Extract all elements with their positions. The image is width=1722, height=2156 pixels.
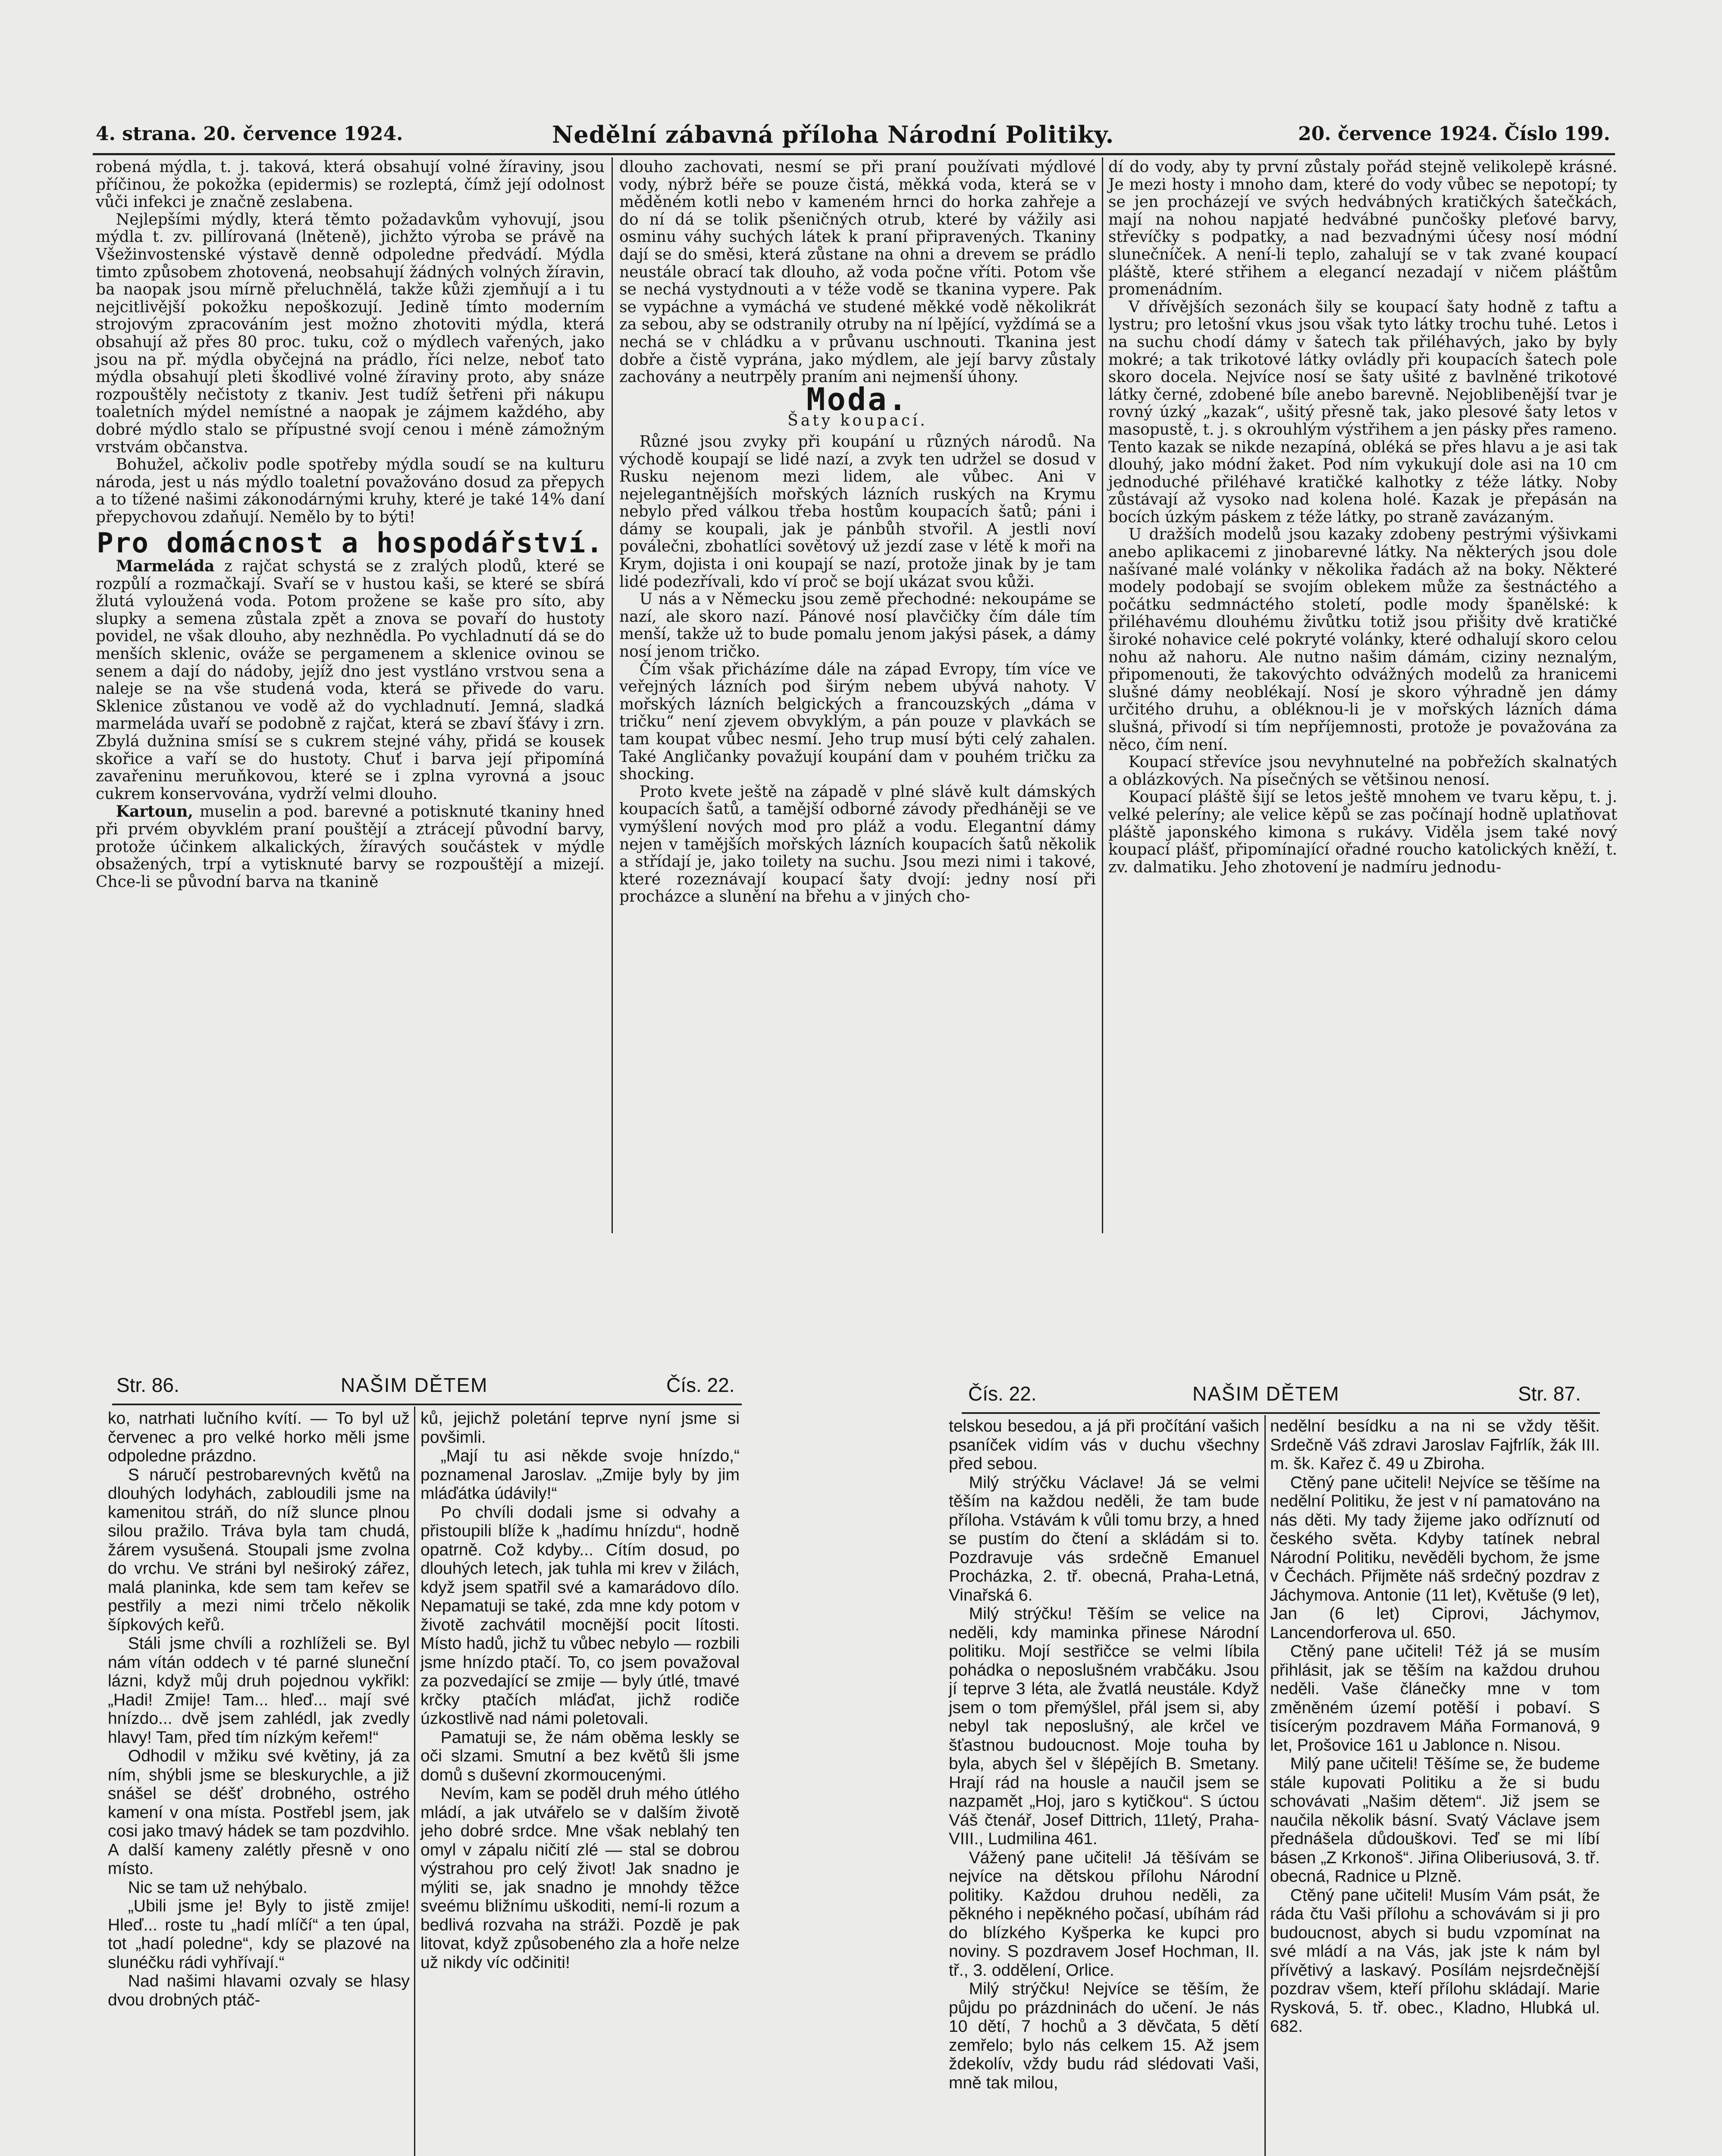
column-divider xyxy=(1264,1415,1266,2156)
column-divider xyxy=(1102,157,1103,1233)
letter: nedělní besídku a na ni se vždy těšit. Srdečně Váš zdravi Jaroslav Fajfrlík, žák III. m. šk. Kařez č. 49 u Zbirohа. xyxy=(1270,1417,1600,1473)
paragraph: Koupací střevíce jsou nevyhnutelné na pobřežích skalnatých a oblázkových. Na písečných se většinou nenosí. xyxy=(1108,753,1617,789)
page-number: Str. 86. xyxy=(116,1374,179,1396)
supplement-title: NAŠIM DĚTEM xyxy=(341,1374,488,1396)
paragraph: muselin a pod. barevné a potisknuté tkaniny hned při prvém obyvklém praní pouštějí a ztrácejí původní barvy, protože účinkem alkalických, žíravých součástek v mýdle obsažených, trpí a vytisknuté barvy se rozpouštějí a mizejí. Chce-li se původní barva na tkanině xyxy=(96,803,605,891)
paragraph: ko, natrhati lučního kvítí. — To byl už červenec a pro velké horko měli jsme odpoledne prázdno. xyxy=(108,1409,410,1465)
article-column-2 xyxy=(619,159,1096,906)
letter: Milý pane učiteli! Těšíme se, že budeme stále kupovati Politiku a že si budu schovávati „Našim dětem“. Již jsem se naučila několik básní. Svatý Václave jsem přednášela důdouškovi. Teď se mi líbí básen „Z Krkonoš“. Jiřina Oliberiusová, 3. tř. obecná, Radnice u Plzně. xyxy=(1270,1755,1600,1886)
paragraph: „Ubili jsme je! Byly to jistě zmije! Hleď... roste tu „hadí mlíčí“ a ten úpal, tot „hadí poledne“, kdy se plazové na slunéčku rádi vyhřívají.“ xyxy=(108,1897,410,1972)
header-rule xyxy=(112,1404,742,1405)
paragraph: dí do vody, aby ty první zůstaly pořád stejně velikolepě krásné. Je mezi hosty i mnoho dam, které do vody vůbec se nepotopí; ty se jen procházejí ve svých hedvábných kratičkých šatečkách, mají na nohou napjaté hedvábné punčošky pleťové barvy, střevíčky s podpatky, a nad bezvadnými účesy nosí módní slunečníček. A není-li teplo, zahalují se v tak zvané koupací pláště, které střihem a elegancí nezadají v ničem pláštům promenádním. xyxy=(1108,158,1617,299)
paragraph: „Mají tu asi někde svoje hnízdo,“ poznamenal Jaroslav. „Zmije byly by jim mláďátka údávily!“ xyxy=(420,1447,740,1503)
paragraph: S náručí pestrobarevných květů na dlouhých lodyhách, zabloudili jsme na kamenitou stráň, do níž slunce plnou silou pražilo. Tráva byla tam chudá, žárem vysušená. Stoupali jsme zvolna do vrchu. Ve stráni byl neširoký zářez, malá planinka, kde sem tam keřev se pestřily a mezi nimi trčelo několik šípkových keřů. xyxy=(108,1465,410,1634)
page-header-right: 20. července 1924. Číslo 199. xyxy=(1298,123,1610,145)
paragraph: Nad našimi hlavami ozvaly se hlasy dvou drobných ptáč- xyxy=(108,1972,410,2009)
paragraph: Nejlepšími mýdly, která těmto požadavkům vyhovují, jsou mýdla t. zv. pillírovaná (lněteně), jichžto výroba se právě na Všežinvostenské výstavě denně odpoledne předvádí. Mýdla timto způsobem zhotovená, neobsahují žádných volných žíravin, ba naopak jsou mírně přeluchnělá, takže kůži zjemňují a i tu nejcitlivější pokožku nepoškozují. Jedině tímto moderním strojovým zpracováním jest možno zhotoviti mýdla, která obsahují až přes 80 proc. tuku, což o mýdlech vařených, jako jsou na př. mýdla obyčejná na prádlo, říci nelze, neboť tato mýdla obsahují pleti škodlivé volné žíraviny proto, aby snáze rozpouštěly nečistoty z tkaniv. Jest tudíž šetřeni při nákupu toaletních mýdel nemístné a naopak je zájmem každého, aby dobré mýdlo stalo se přípustné svojí cenou i méně zámožným vrstvám občanstva. xyxy=(96,210,605,456)
letters-column-2 xyxy=(1270,1417,1600,2036)
paragraph: robená mýdla, t. j. taková, která obsahují volné žíraviny, jsou příčinou, že pokožka (epidermis) se rozleptá, čímž její odolnost vůči infekci je značně zeslabena. xyxy=(96,158,605,211)
paragraph: Stáli jsme chvíli a rozhlíželi se. Byl nám vítán oddech v té parné sluneční lázni, když můj druh pojednou vykřikl: „Hadi! Zmije! Tam... hleď... mají své hnízdo... dvě jsem zahlédl, jak zvedly hlavy! Tam, před tím nízkým keřem!“ xyxy=(108,1634,410,1747)
letter: Vážený pane učiteli! Já těšívám se nejvíce na dětskou přílohu Národní politiky. Každou druhou neděli, za pěkného i nepěkného počasí, ubíhám rád do blízkého Kyšperka ke kupci pro noviny. S pozdravem Josef Hochman, II. tř., 3. oddělení, Orlice. xyxy=(949,1848,1259,1980)
paragraph: z rajčat schystá se z zralých plodů, které se rozpůlí a rozmačkají. Svaří se v hustou kaši, se které se sbírá žlutá vyloužená voda. Potom prožene se kaše pro síto, aby slupky a semena zůstala zpět a znova se povaří do hustoty povidel, ne však dlouho, aby nezhnědla. Po vychladnutí dá se do menších sklenic, ováže se pergamenem a sklenice ovinou se senem a dají do nádoby, jejíž dno jest vystláno vrstvou sena a naleje se na vše studená voda, která se přivede do varu. Sklenice zůstanou ve vodě až do vychladnutí. Jemná, sladká marmeláda uvaří se podobně z rajčat, která se zbaví šťávy i zrn. Zbylá dužnina smísí se s cukrem stejné váhy, přidá se kousek skořice a vaří se do hustoty. Chuť i barva její připomíná zavařeninu meruňkovou, které se i zplna vyrovná a jsouc cukrem konservována, vydrží velmi dlouho. xyxy=(96,558,605,803)
letter: Milý strýčku! Nejvíce se těším, že půjdu po prázdninách do učení. Je nás 10 dětí, 7 hochů a 3 děvčata, 5 dětí zemřelo; bylo nás celkem 15. Až jsem ždekolív, vždy budu rád slédovati Vaši, mně tak milou, xyxy=(949,1980,1259,2092)
paragraph: ků, jejichž poletání teprve nyní jsme si povšimli. xyxy=(420,1409,740,1447)
column-divider xyxy=(414,1407,415,2156)
paragraph: Čím však přicházíme dále na západ Evropy, tím více ve veřejných lázních pod širým nebem ubývá nahoty. V mořských lázních belgických a francouzských „dáma v tričku“ není zjevem obvyklým, a pán pouze v plavkách se tam koupat vůbec nesmí. Jeho trup musí býti celý zahalen. Také Angličanky považují koupání dam v pouhém tričku za shocking. xyxy=(619,660,1096,783)
letter: Ctěný pane učiteli! Musím Vám psát, že ráda čtu Vaši přílohu a schovávám si ji pro budoucnost, abych si budu vzpomínat na své mládí a na Vás, jak jste k nám byl přívětivý a laskavý. Posílám nejsrdečnější pozdrav všem, kteří přílohu skládají. Marie Rysková, 5. tř. obec., Kladno, Hlubká ul. 682. xyxy=(1270,1886,1600,2036)
article-column-3 xyxy=(1108,159,1617,876)
letter: Ctěný pane učiteli! Nejvíce se těšíme na nedělní Politiku, že jest v ní pamatováno na nás děti. My tady žijeme jako odříznutí od českého světa. Kdyby tatínek nebral Národní Politiku, nevěděli bychom, že jsme v Čechách. Přijměte náš srdečný pozdrav z Jáchymova. Antonie (11 let), Květuše (9 let), Jan (6 let) Ciprovi, Jáchymov, Lancendorferova ul. 650. xyxy=(1270,1473,1600,1642)
issue-number: Čís. 22. xyxy=(968,1382,1037,1405)
section-heading: Moda. xyxy=(806,381,909,417)
story-column-2 xyxy=(420,1409,740,1972)
paragraph: telskou besedou, a já při pročítání vašich psaníček vidím vás v duchu všechny před sebou. xyxy=(949,1417,1259,1473)
page-number: Str. 87. xyxy=(1518,1382,1581,1405)
paragraph: Koupací pláště šijí se letos ještě mnohem ve tvaru kěpu, t. j. velké peleríny; ale velice kěpů se zas počínají hodně uplatňovat pláště japonského kimona s rukávy. Viděla jsem také nový koupací plášť, připomínající ořadné roucho katolických kněží, t. zv. dalmatiku. Jeho zhotovení je nadmíru jednodu- xyxy=(1108,788,1617,876)
page-header-title: Nedělní zábavná příloha Národní Politiky. xyxy=(552,121,1114,148)
paragraph: dlouho zachovati, nesmí se při praní používati mýdlové vody, nýbrž béře se pouze čistá, měkká voda, která se v měděném kotli nebo v kameném hrnci do horka zahřeje a do ní dá se tolik pšeničných otrub, které by vážily asi osminu váhy suchých látek k praní připravených. Tkaniny dají se do směsi, která zůstane na ohni a drevem se prádlo neustále obrací tak dlouho, až voda počne vříti. Potom vše se nechá vystydnouti a v téže vodě se tkanina vypere. Pak se vypáchne a vymáchá ve studené měkké vodě několikrát za sebou, aby se odstranily otruby na ní lpějící, vyždímá se a nechá se v chládku a v průvanu uschnouti. Tkanina jest dobře a čistě vyprána, jako mýdlem, ale její barvy zůstaly zachovány a neutrpěly praním ani nejmenší úhony. xyxy=(619,158,1096,386)
paragraph: Proto kvete ještě na západě v plné slávě kult dámských koupacích šatů, a tamější odborné závody předháněji se ve vymýšlení nových mod pro pláž a vodu. Elegantní dámy nejen v tamějších mořských lázních koupacích šatů několik a střídají je, jako toilety na suchu. Jsou mezi nimi i takové, které rozeznávají koupací šaty dvojí: jedny nosí při procházce a slunění na břehu a v jiných cho- xyxy=(619,783,1096,906)
paragraph: Odhodil v mžiku své květiny, já za ním, shýbli jsme se bleskurychle, a již snášel se déšť drobného, ostrého kamení v ona místa. Postřebl jsem, jak cosi jako tmavý hádek se tam pozdvihlo. A další kameny zalétly přesně v ono místo. xyxy=(108,1747,410,1878)
section-heading: Pro domácnost a hospodářství. xyxy=(97,527,604,560)
paragraph: Po chvíli dodali jsme si odvahy a přistoupili blíže k „hadímu hnízdu“, hodně opatrně. Což kdyby... Cítím dosud, po dlouhých letech, jak tuhla mi krev v žilách, když jsem spatřil své a kamarádovo dílo. Nepamatuji se také, zda mne kdy potom v životě zachvátil mocnější pocit lítosti. Místo hadů, jichž tu vůbec nebylo — rozbili jsme hnízdo ptačí. To, co jsem považoval za pozvedající se zmije — byly útlé, tmavé krčky ptačích mláďat, jichž rodiče úzkostlivě nad námi poletovali. xyxy=(420,1503,740,1728)
header-rule xyxy=(962,1412,1600,1414)
letters-column-1 xyxy=(949,1417,1259,2092)
header-rule xyxy=(93,153,1615,155)
page-header-left: 4. strana. 20. července 1924. xyxy=(96,123,403,145)
paragraph: V dřívějších sezonách šily se koupací šaty hodně z taftu a lystru; pro letošní vkus jsou však tyto látky trochu tuhé. Letos i na suchu chodí dámy v šatech tak přiléhavých, jako by byly mokré; a tak trikotové látky ovládly při koupacích šatech pole skoro docela. Nejvíce nosí se šaty ušité z bavlněné trikotové látky černé, zdobené bíle anebo barevně. Nejoblibenější tvar je rovný úzký „kazak“, ušitý přesně tak, jako plesové šaty letos v masopustě, t. j. s okrouhlým výstřihem a jen pásky přes rameno. Tento kazak se nikde nezapíná, obléká se přes hlavu a je asi tak dlouhý, jako módní žaket. Pod ním vykukují dole asi na 10 cm jednoduché přiléhavé kratičké kalhotky z téže látky. Noby zůstávají až vysoko nad kolena holé. Kazak je přepásán na bocích úzkým páskem z téže látky, po straně zavázaným. xyxy=(1108,298,1617,526)
letter: Milý strýčku! Těším se velice na neděli, kdy maminka přinese Národní politiku. Mojí sestřičce se velmi líbila pohádka o neposlušném vrabčáku. Jsou jí teprve 3 léta, ale žvatlá neustále. Když jsem o tom přemýšlel, přál jsem si, aby nebyl tak neposlušný, ale krčel ve šťastnou budoucnost. Moje touha by byla, abych šel v šlépějích B. Smetany. Hrají rád na housle a naučil jsem se nazpamět „Hoj, jaro s kytičkou“. S úctou Váš čtenář, Josef Dittrich, 11letý, Praha-VIII., Ludmilina 461. xyxy=(949,1604,1259,1848)
paragraph: U nás a v Německu jsou země přechodné: nekoupáme se nazí, ale skoro nazí. Pánové nosí plavčičky čím dále tím menší, takže už to bude pomalu jenom jakýsi pásek, a dámy nosí jenom tričko. xyxy=(619,590,1096,661)
column-divider xyxy=(612,157,613,1233)
paragraph: Různé jsou zvyky při koupání u různých národů. Na východě koupají se lidé nazí, a zvyk ten udržel se dosud v Rusku nejenom mezi lidem, ale vůbec. Ani v nejelegantnějších mořských lázních ruských na Krymu nebylo před válkou třeba hostům koupacích šatů; páni i dámy se koupali, jak je pánbůh stvořil. A jestli noví poválečni, zbohatlíci sovětový už jezdí zase v létě k moři na Krym, dojista i oni koupají se nazí, protože jinak by je tam lidé podezřívali, kdo ví proč se bojí ukázat svou kůži. xyxy=(619,432,1096,591)
paragraph: Bohužel, ačkoliv podle spotřeby mýdla soudí se na kulturu národa, jest u nás mýdlo toaletní považováno dosud za přepych a to tížené našimi zákonodárnými kruhy, které je také 14% daní přepychovou zdaňují. Nemělo by to býti! xyxy=(96,456,605,526)
letter: Ctěný pane učiteli! Též já se musím přihlásit, jak se těším na každou druhou neděli. Vaše článečky mne v tom změněném území potěší i pobaví. S tisícerým pozdravem Máňa Formanová, 9 let, Prošovice 161 u Jablonce n. Nisou. xyxy=(1270,1642,1600,1755)
lead-word: Kartoun, xyxy=(116,802,193,821)
paragraph: Nevím, kam se poděl druh mého útlého mládí, a jak utvářelo se v dalším životě jeho dobré srdce. Mne však neblahý ten omyl v zápalu ničití zlé — stal se dobrou výstrahou pro celý život! Jak snadno je mýliti se, jak snadno je mnohdy těžce sveému bližnímu uškoditi, nemí-li rozum a bedlivá rozvaha na stráži. Pozdě je pak litovat, když způsobeného zla a hoře nelze už nikdy víc odčiniti! xyxy=(420,1784,740,1972)
lead-word: Marmeláda xyxy=(116,557,215,576)
supplement-title: NAŠIM DĚTEM xyxy=(1192,1382,1340,1405)
paragraph: U dražších modelů jsou kazaky zdobeny pestrými výšivkami anebo aplikacemi z jinobarevné látky. Na některých jsou dole našívané malé volánky v několika řadách až na boky. Některé modely podobají se svojím oblekem může za šestnáctého a počátku sedmnáctého století, podle mody španělské: k přiléhavému dlouhému živůtku totiž jsou přišity dvě kratičké široké nohavice celé pokryté volánky, které odhalují skoro celou nohu až nahoru. Ale nutno našim dámám, ciziny neznalým, připomenouti, že takovýchto odvážných modelů za hranicemi slušné dámy neoblékají. Nosí je skoro výhradně jen dámy určitého druhu, a obléknou-li je v mořských lázních dáma slušná, přivodí si tím nepříjemnosti, protože je považována za něco, čím není. xyxy=(1108,526,1617,754)
issue-number: Čís. 22. xyxy=(666,1374,735,1396)
letter: Milý strýčku Václave! Já se velmi těším na každou neděli, že tam bude příloha. Vstávám k vůli tomu brzy, a hned se pustím do čtení a skládám si to. Pozdravuje vás srdečně Emanuel Procházka, 2. tř. obecná, Praha-Letná, Vinařská 6. xyxy=(949,1473,1259,1604)
paragraph: Nic se tam už nehýbalo. xyxy=(128,1878,307,1897)
paragraph: Pamatuji se, že nám oběma leskly se oči slzami. Smutní a bez květů šli jsme domů s duševní zkormoucenými. xyxy=(420,1728,740,1784)
article-column-1 xyxy=(96,159,605,891)
story-column-1 xyxy=(108,1409,410,2009)
section-subheading: Šaty koupací. xyxy=(787,412,928,430)
